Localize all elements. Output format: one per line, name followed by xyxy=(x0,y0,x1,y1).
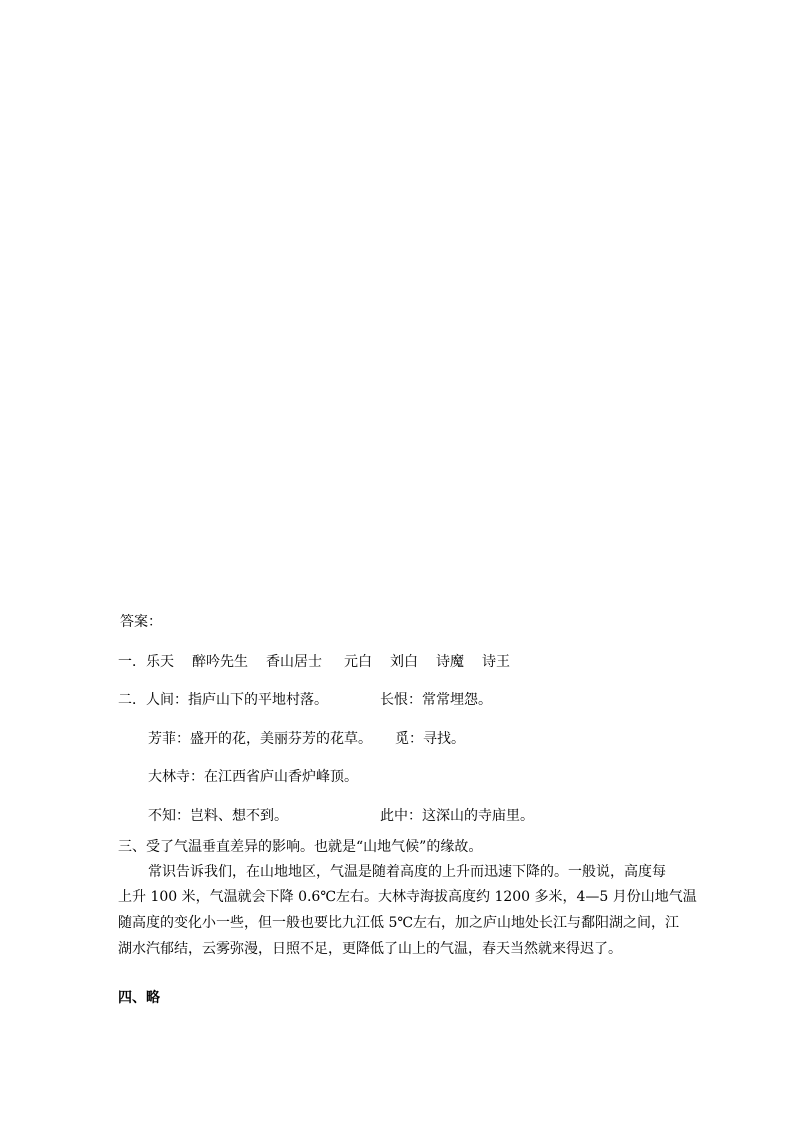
section-3-para-line: 湖水汽郁结，云雾弥漫，日照不足，更降低了山上的气温，春天当然就来得迟了。 xyxy=(118,941,622,957)
definition-fangfei: 芳菲：盛开的花，美丽芬芳的花草。 xyxy=(148,731,372,747)
section-4: 四、略 xyxy=(118,990,160,1006)
term-item: 刘白 xyxy=(390,654,418,670)
definition-cizhong: 此中：这深山的寺庙里。 xyxy=(380,808,534,824)
definition-renjian: 人间：指庐山下的平地村落。 xyxy=(146,692,328,708)
definition-mi: 觅：寻找。 xyxy=(395,731,465,747)
term-item: 香山居士 xyxy=(266,654,322,670)
section-3-para-line: 上升 100 米，气温就会下降 0.6℃左右。大林寺海拔高度约 1200 多米，4—5 月份山地气温 xyxy=(118,889,697,905)
term-item: 元白 xyxy=(344,654,372,670)
definition-buzhi: 不知：岂料、想不到。 xyxy=(148,808,288,824)
section-2-line-1 xyxy=(118,690,328,710)
definition-changhen: 长恨：常常埋怨。 xyxy=(380,692,492,708)
term-item: 诗魔 xyxy=(436,654,464,670)
section-1-label: 一． xyxy=(118,654,146,670)
section-1 xyxy=(118,652,528,672)
definition-dalinsi: 大林寺：在江西省庐山香炉峰顶。 xyxy=(148,769,358,785)
section-3-para-line: 随高度的变化小一些，但一般也要比九江低 5℃左右，加之庐山地处长江与鄱阳湖之间，江 xyxy=(118,915,680,931)
section-3-para-line: 常识告诉我们，在山地地区，气温是随着高度的上升而迅速下降的。一般说，高度每 xyxy=(148,864,666,880)
answer-heading: 答案： xyxy=(120,614,162,630)
term-item: 诗王 xyxy=(482,654,510,670)
section-3-answer: 三、受了气温垂直差异的影响。也就是“山地气候”的缘故。 xyxy=(118,839,483,855)
term-item: 乐天 xyxy=(146,654,174,670)
term-item: 醉吟先生 xyxy=(192,654,248,670)
section-2-label: 二． xyxy=(118,692,146,708)
